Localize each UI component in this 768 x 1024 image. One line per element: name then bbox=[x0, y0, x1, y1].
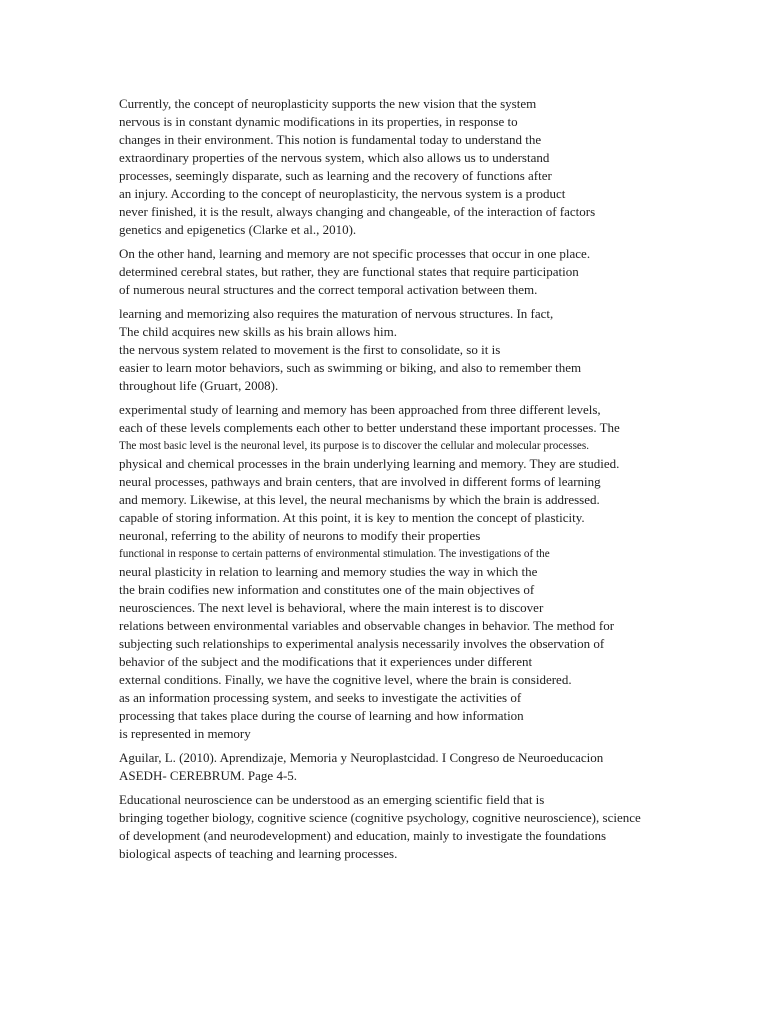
text-line: processes, seemingly disparate, such as learning and the recovery of functions after bbox=[119, 168, 552, 183]
text-line: ASEDH- CEREBRUM. Page 4-5. bbox=[119, 768, 298, 783]
text-line: Currently, the concept of neuroplasticity supports the new vision that the system bbox=[119, 96, 537, 111]
text-line: the brain codifies new information and constitutes one of the main objectives of bbox=[119, 582, 535, 597]
text-line: and memory. Likewise, at this level, the neural mechanisms by which the brain is addressed. bbox=[119, 492, 600, 507]
paragraph-citation bbox=[119, 749, 699, 785]
paragraph-learning-memory-states bbox=[119, 245, 699, 299]
text-line: as an information processing system, and seeks to investigate the activities of bbox=[119, 690, 522, 705]
text-line: an injury. According to the concept of neuroplasticity, the nervous system is a product bbox=[119, 186, 566, 201]
text-line: determined cerebral states, but rather, they are functional states that require participation bbox=[119, 264, 579, 279]
text-line: of development (and neurodevelopment) and education, mainly to investigate the foundations bbox=[119, 828, 606, 843]
text-line: neural plasticity in relation to learning and memory studies the way in which the bbox=[119, 564, 538, 579]
text-line: The child acquires new skills as his brain allows him. bbox=[119, 324, 398, 339]
paragraph-maturation bbox=[119, 305, 699, 395]
text-line: extraordinary properties of the nervous system, which also allows us to understand bbox=[119, 150, 550, 165]
text-line: physical and chemical processes in the brain underlying learning and memory. They are studied. bbox=[119, 456, 620, 471]
text-line: neuronal, referring to the ability of neurons to modify their properties bbox=[119, 528, 481, 543]
text-line: capable of storing information. At this point, it is key to mention the concept of plasticity. bbox=[119, 510, 585, 525]
paragraph-three-levels bbox=[119, 401, 699, 743]
text-line: learning and memorizing also requires the maturation of nervous structures. In fact, bbox=[119, 306, 554, 321]
paragraph-educational-neuroscience bbox=[119, 791, 699, 863]
text-line: relations between environmental variables and observable changes in behavior. The method for bbox=[119, 618, 615, 633]
text-line: nervous is in constant dynamic modifications in its properties, in response to bbox=[119, 114, 518, 129]
text-line: neural processes, pathways and brain centers, that are involved in different forms of learning bbox=[119, 474, 601, 489]
text-line: of numerous neural structures and the correct temporal activation between them. bbox=[119, 282, 538, 297]
text-line: functional in response to certain patterns of environmental stimulation. The investigations of the bbox=[119, 548, 550, 560]
text-line: On the other hand, learning and memory are not specific processes that occur in one place. bbox=[119, 246, 591, 261]
text-line: changes in their environment. This notion is fundamental today to understand the bbox=[119, 132, 542, 147]
text-line: neurosciences. The next level is behavioral, where the main interest is to discover bbox=[119, 600, 544, 615]
text-line: behavior of the subject and the modifications that it experiences under different bbox=[119, 654, 533, 669]
text-line: Educational neuroscience can be understood as an emerging scientific field that is bbox=[119, 792, 545, 807]
text-line: genetics and epigenetics (Clarke et al., 2010). bbox=[119, 222, 357, 237]
text-line: processing that takes place during the course of learning and how information bbox=[119, 708, 524, 723]
paragraph-neuroplasticity bbox=[119, 95, 699, 239]
text-line: The most basic level is the neuronal level, its purpose is to discover the cellular and molecular processes. bbox=[119, 440, 590, 452]
text-line: the nervous system related to movement is the first to consolidate, so it is bbox=[119, 342, 501, 357]
text-line: biological aspects of teaching and learning processes. bbox=[119, 846, 398, 861]
text-line: subjecting such relationships to experimental analysis necessarily involves the observation of bbox=[119, 636, 605, 651]
text-line: experimental study of learning and memory has been approached from three different levels, bbox=[119, 402, 601, 417]
text-line: is represented in memory bbox=[119, 726, 251, 741]
text-line: easier to learn motor behaviors, such as swimming or biking, and also to remember them bbox=[119, 360, 582, 375]
text-line: Aguilar, L. (2010). Aprendizaje, Memoria y Neuroplastcidad. I Congreso de Neuroeducacion bbox=[119, 750, 604, 765]
text-line: external conditions. Finally, we have the cognitive level, where the brain is considered. bbox=[119, 672, 572, 687]
text-line: bringing together biology, cognitive science (cognitive psychology, cognitive neuroscience), science bbox=[119, 810, 641, 825]
text-line: never finished, it is the result, always changing and changeable, of the interaction of factors bbox=[119, 204, 596, 219]
text-line: each of these levels complements each other to better understand these important processes. The bbox=[119, 420, 620, 435]
document-body bbox=[119, 95, 699, 869]
text-line: throughout life (Gruart, 2008). bbox=[119, 378, 279, 393]
